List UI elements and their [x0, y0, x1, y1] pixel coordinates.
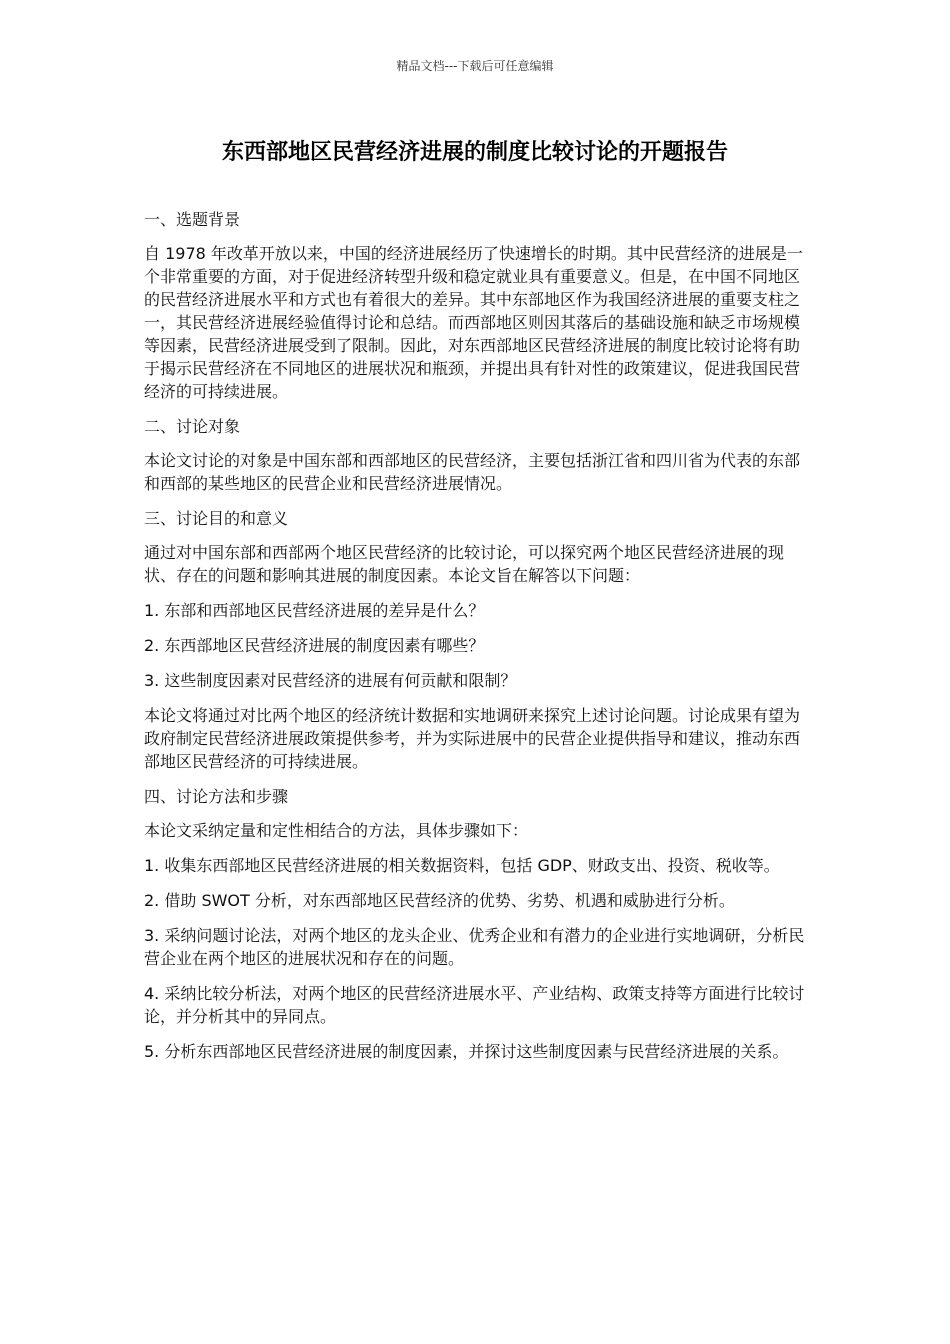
question-item: 3. 这些制度因素对民营经济的进展有何贡献和限制？ [144, 671, 517, 690]
section-heading-purpose: 三、讨论目的和意义 [144, 509, 289, 528]
section-heading-method: 四、讨论方法和步骤 [144, 787, 289, 806]
paragraph-method-intro: 本论文采纳定量和定性相结合的方法，具体步骤如下： [144, 821, 529, 840]
paragraph-subject: 本论文讨论的对象是中国东部和西部地区的民营经济，主要包括浙江省和四川省为代表的东部和西部的某些地区的民营企业和民营经济进展情况。 [144, 451, 801, 493]
section-heading-subject: 二、讨论对象 [144, 417, 241, 436]
document-title: 东西部地区民营经济进展的制度比较讨论的开题报告 [221, 140, 728, 165]
section-heading-background: 一、选题背景 [144, 210, 241, 229]
paragraph-purpose: 通过对中国东部和西部两个地区民营经济的比较讨论，可以探究两个地区民营经济进展的现状、存在的问题和影响其进展的制度因素。本论文旨在解答以下问题： [144, 543, 785, 585]
method-step: 3. 采纳问题讨论法，对两个地区的龙头企业、优秀企业和有潜力的企业进行实地调研，分析民营企业在两个地区的进展状况和存在的问题。 [144, 926, 805, 968]
page-header: 精品文档---下载后可任意编辑 [396, 59, 554, 73]
question-item: 1. 东部和西部地区民营经济进展的差异是什么？ [144, 601, 485, 620]
question-item: 2. 东西部地区民营经济进展的制度因素有哪些？ [144, 636, 485, 655]
paragraph-significance: 本论文将通过对比两个地区的经济统计数据和实地调研来探究上述讨论问题。讨论成果有望为政府制定民营经济进展政策提供参考，并为实际进展中的民营企业提供指导和建议，推动东西部地区民营经济的可持续进展。 [144, 706, 801, 771]
method-step: 1. 收集东西部地区民营经济进展的相关数据资料，包括 GDP、财政支出、投资、税收等。 [144, 856, 780, 875]
method-step: 4. 采纳比较分析法，对两个地区的民营经济进展水平、产业结构、政策支持等方面进行比较讨论，并分析其中的异同点。 [144, 984, 805, 1026]
document-body [144, 208, 814, 1075]
paragraph-background: 自 1978 年改革开放以来，中国的经济进展经历了快速增长的时期。其中民营经济的进展是一个非常重要的方面，对于促进经济转型升级和稳定就业具有重要意义。但是，在中国不同地区的民营经济进展水平和方式也有着很大的差异。其中东部地区作为我国经济进展的重要支柱之一，其民营经济进展经验值得讨论和总结。而西部地区则因其落后的基础设施和缺乏市场规模等因素，民营经济进展受到了限制。因此，对东西部地区民营经济进展的制度比较讨论将有助于揭示民营经济在不同地区的进展状况和瓶颈，并提出具有针对性的政策建议，促进我国民营经济的可持续进展。 [144, 244, 803, 401]
method-step: 5. 分析东西部地区民营经济进展的制度因素，并探讨这些制度因素与民营经济进展的关系。 [144, 1042, 789, 1061]
method-step: 2. 借助 SWOT 分析，对东西部地区民营经济的优势、劣势、机遇和威胁进行分析。 [144, 891, 735, 910]
